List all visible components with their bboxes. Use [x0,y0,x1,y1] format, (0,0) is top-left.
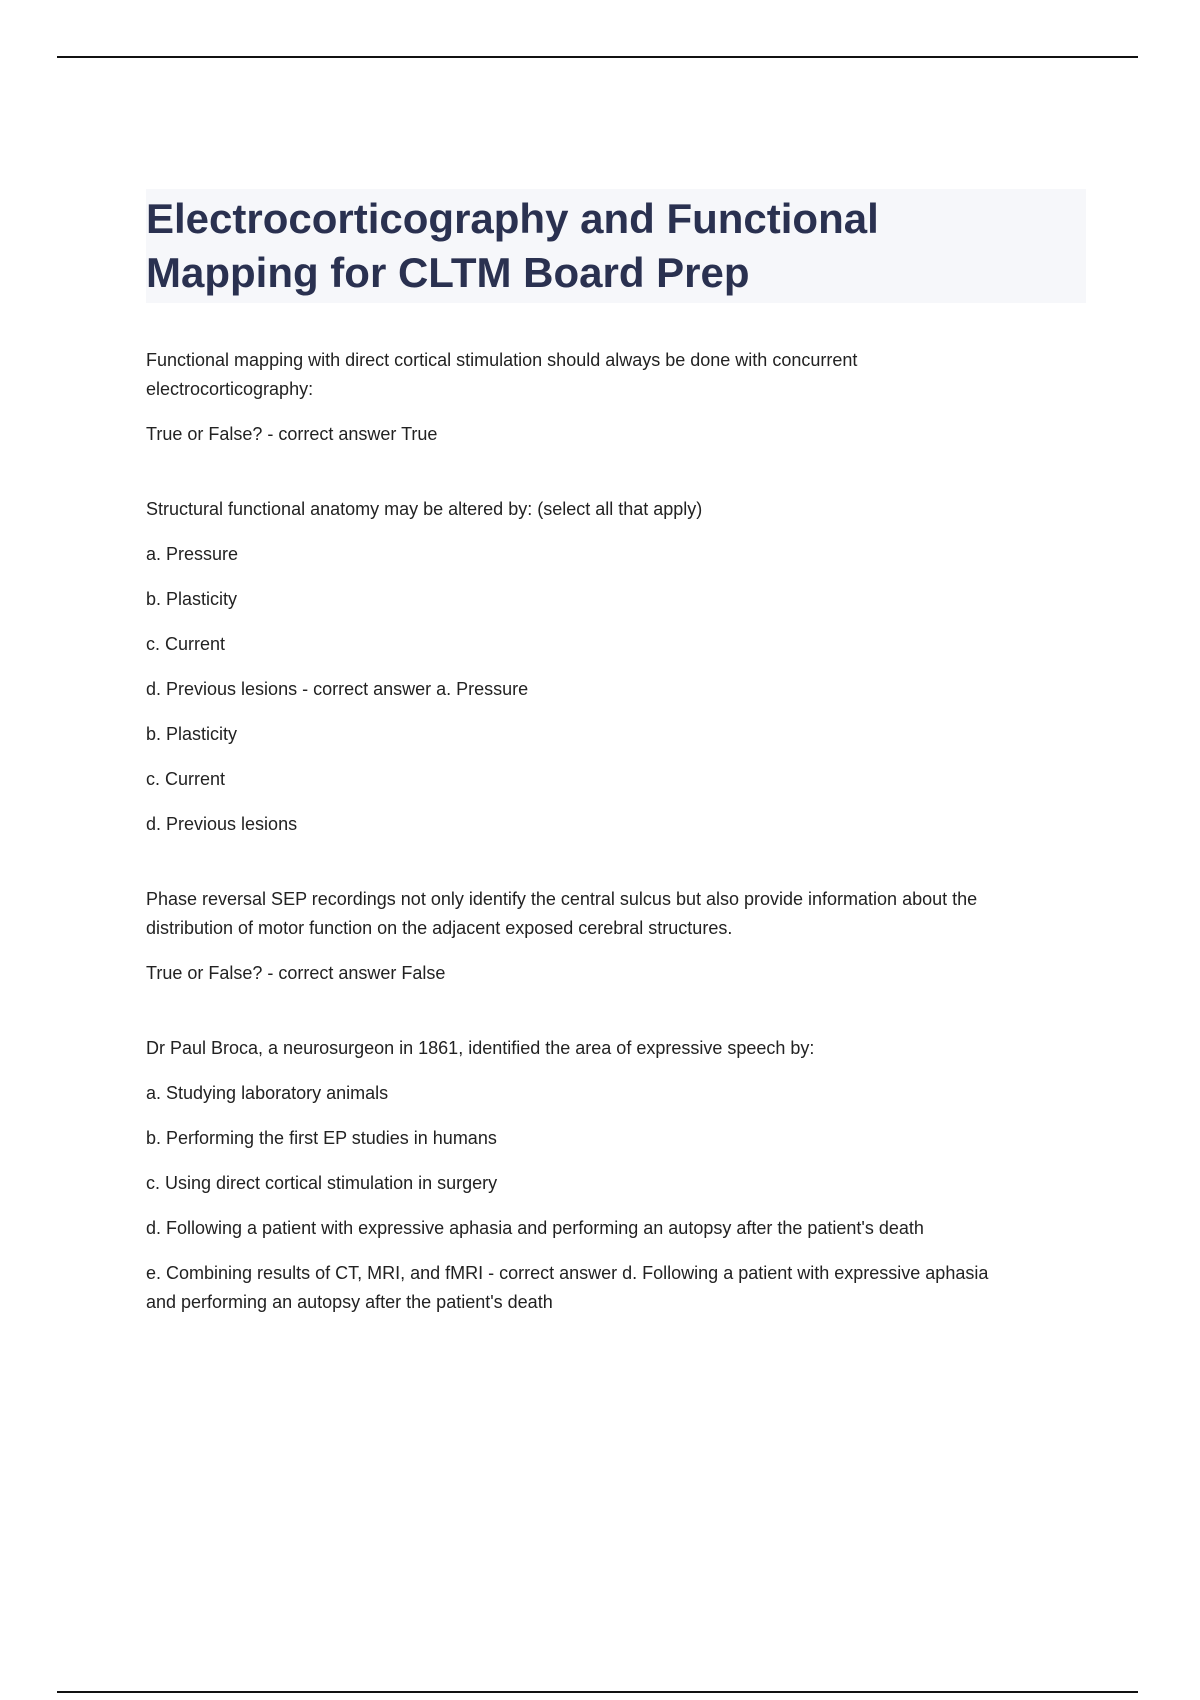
answer-line [146,720,1086,749]
header-rule [57,56,1138,58]
text-line: and performing an autopsy after the patient's death [146,1292,553,1312]
footer-rule [57,1691,1138,1693]
text-line: True or False? - correct answer True [146,424,438,444]
question-block [146,495,1086,839]
questions-list [146,346,1086,1317]
question-text [146,346,1086,404]
text-line: a. Pressure [146,544,239,564]
text-line: c. Using direct cortical stimulation in surgery [146,1173,498,1193]
text-line: True or False? - correct answer False [146,963,446,983]
text-line: electrocorticography: [146,379,314,399]
question-block [146,346,1086,449]
text-line: a. Studying laboratory animals [146,1083,389,1103]
answer-line [146,1214,1086,1243]
text-line: c. Current [146,769,226,789]
answer-line [146,1169,1086,1198]
title-box [146,189,1086,303]
answer-line [146,420,1086,449]
text-line: b. Performing the first EP studies in humans [146,1128,497,1148]
answer-line [146,1079,1086,1108]
question-block [146,885,1086,988]
answer-line [146,675,1086,704]
text-line: d. Previous lesions [146,814,298,834]
text-line: Phase reversal SEP recordings not only identify the central sulcus but also provide information about the [146,889,978,909]
document-content [146,189,1086,1333]
text-line: b. Plasticity [146,589,238,609]
text-line: distribution of motor function on the adjacent exposed cerebral structures. [146,918,733,938]
text-line: d. Previous lesions - correct answer a. Pressure [146,679,529,699]
document-title [146,192,1086,300]
answer-line [146,585,1086,614]
answer-line [146,959,1086,988]
question-text [146,1034,1086,1063]
question-text [146,495,1086,524]
title-line: Mapping for CLTM Board Prep [146,249,750,296]
text-line: b. Plasticity [146,724,238,744]
answer-line [146,540,1086,569]
answer-line [146,810,1086,839]
answer-line [146,630,1086,659]
title-line: Electrocorticography and Functional [146,195,879,242]
text-line: d. Following a patient with expressive aphasia and performing an autopsy after the patient's death [146,1218,924,1238]
text-line: e. Combining results of CT, MRI, and fMRI - correct answer d. Following a patient with expressive aphasia [146,1263,989,1283]
answer-line [146,1124,1086,1153]
answer-line [146,1259,1086,1317]
question-block [146,1034,1086,1317]
text-line: Functional mapping with direct cortical stimulation should always be done with concurrent [146,350,858,370]
answer-line [146,765,1086,794]
question-text [146,885,1086,943]
text-line: Structural functional anatomy may be altered by: (select all that apply) [146,499,703,519]
text-line: c. Current [146,634,226,654]
text-line: Dr Paul Broca, a neurosurgeon in 1861, identified the area of expressive speech by: [146,1038,815,1058]
